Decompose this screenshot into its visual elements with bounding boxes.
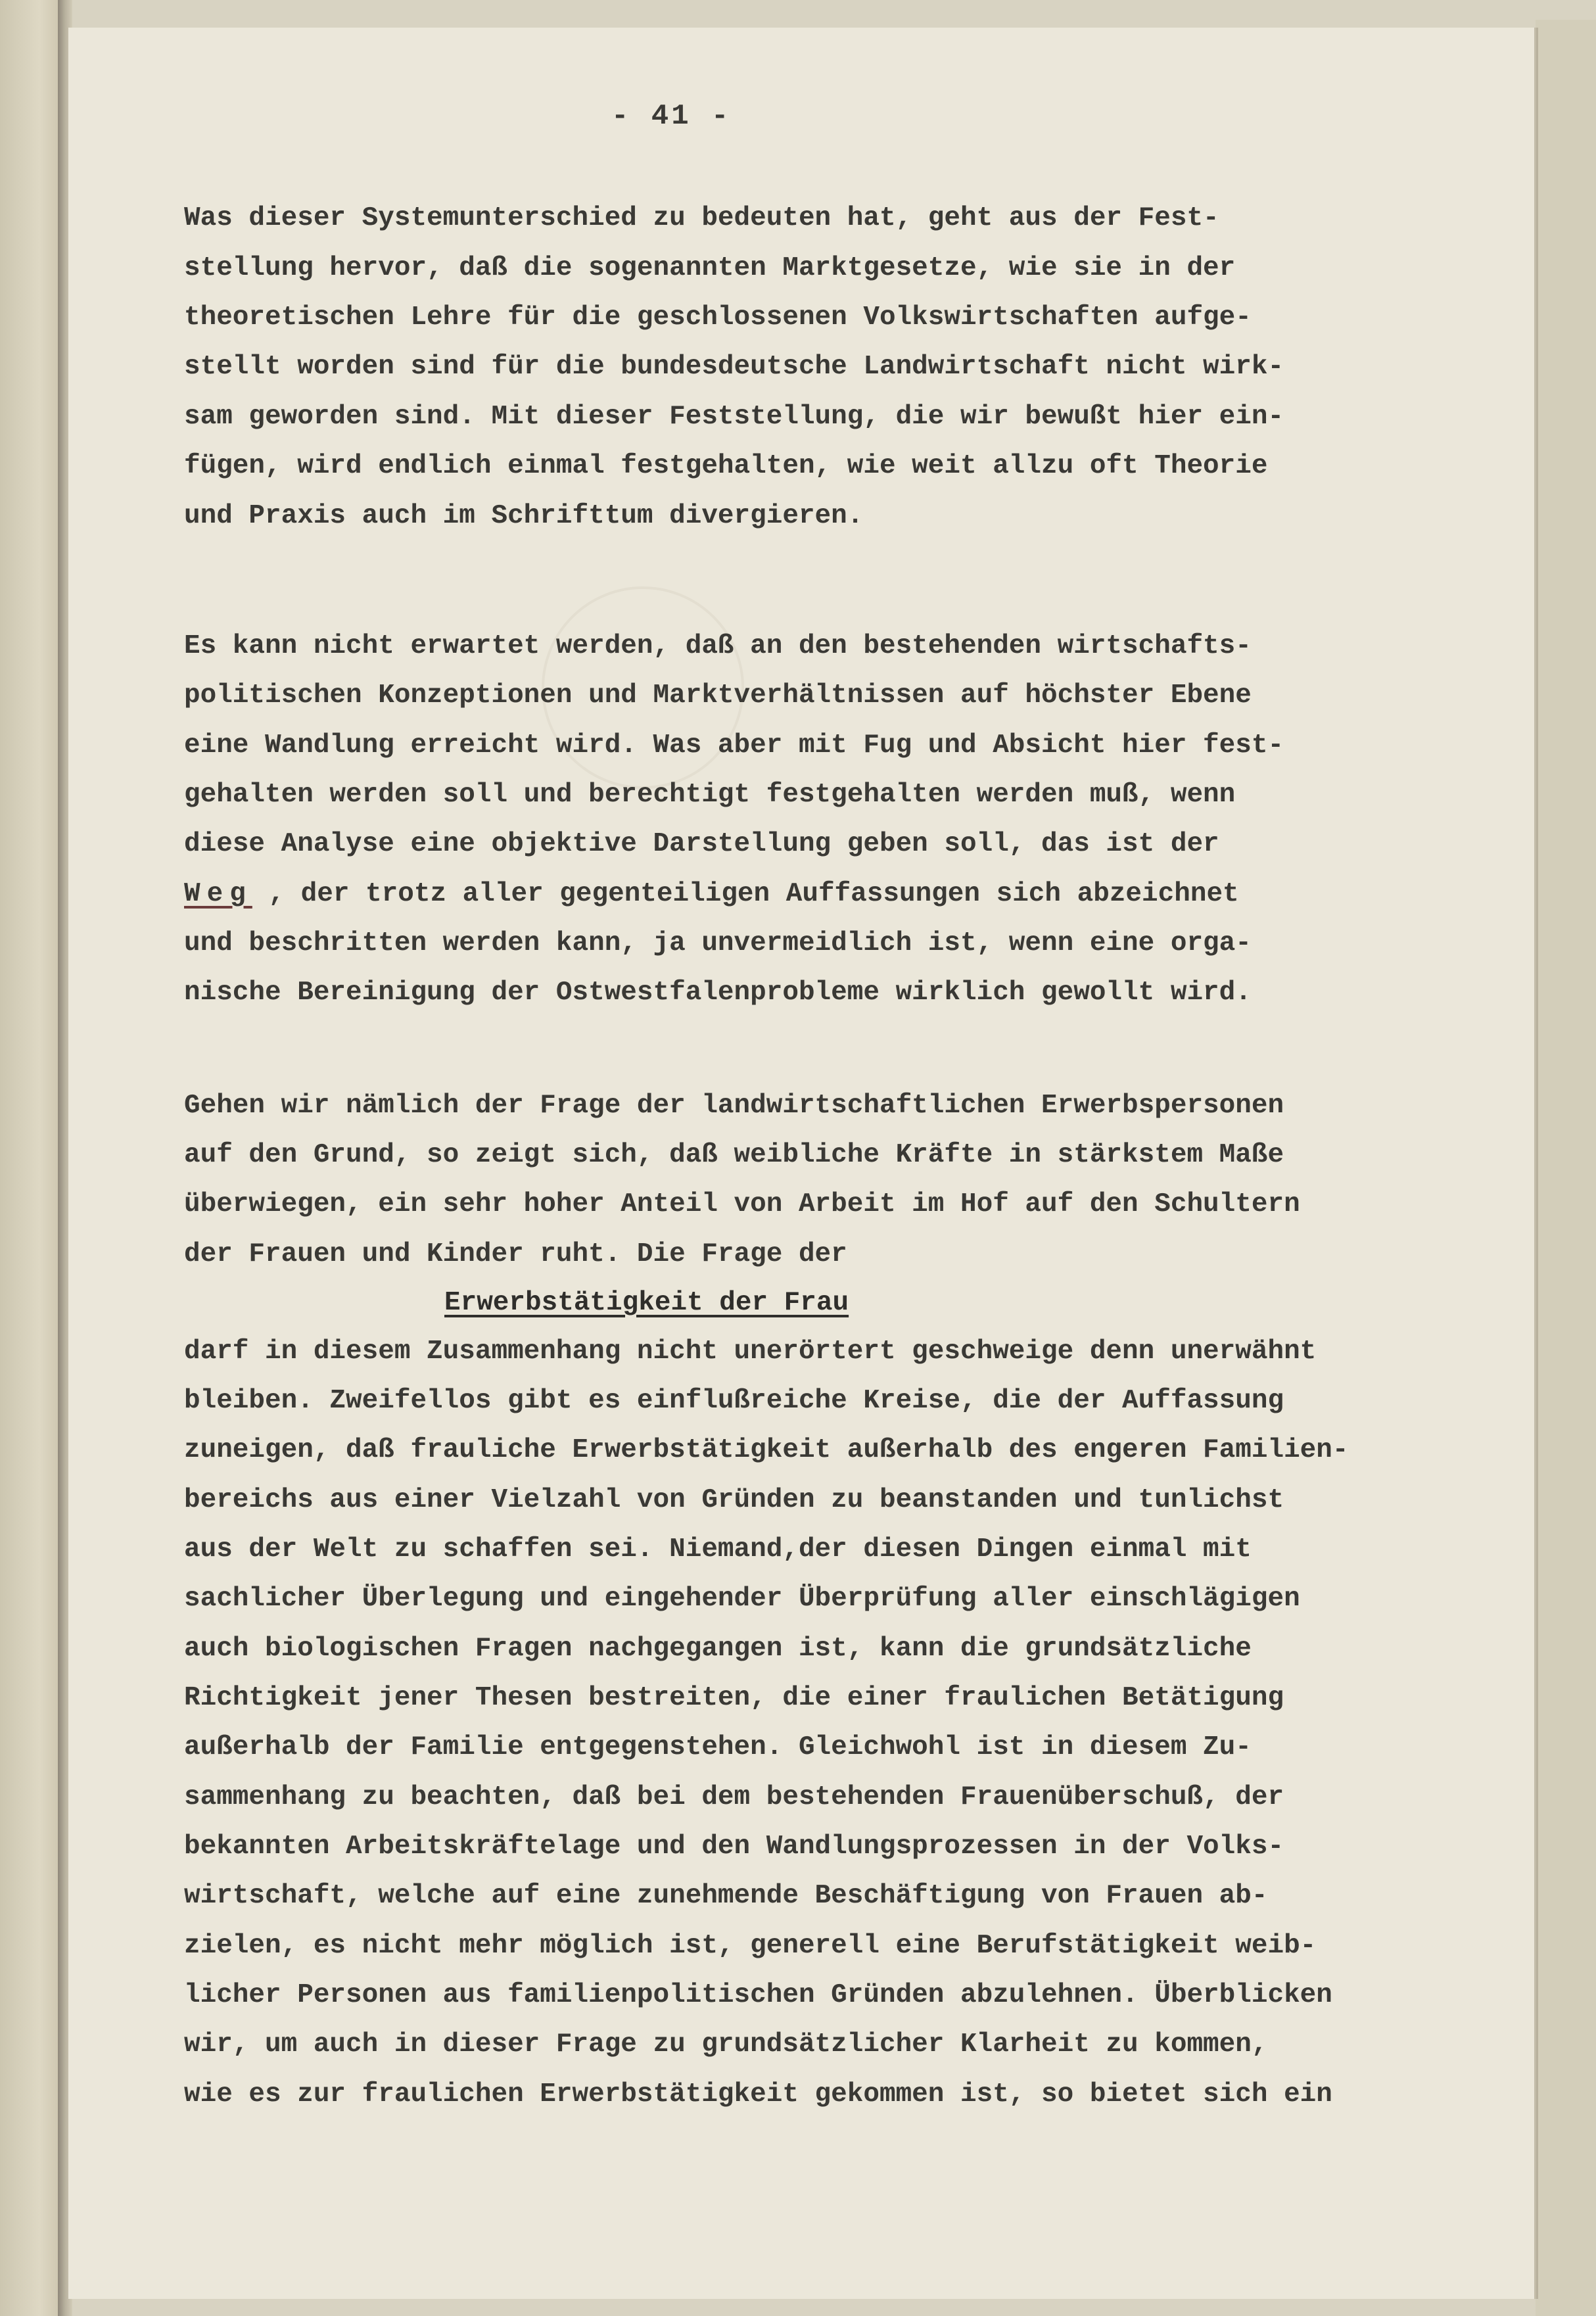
text-line: sachlicher Überlegung und eingehender Überprüfung aller einschlägigen [184, 1584, 1300, 1614]
text-line: Was dieser Systemunterschied zu bedeuten hat, geht aus der Fest- [184, 203, 1219, 233]
text-line: sammenhang zu beachten, daß bei dem bestehenden Frauenüberschuß, der [184, 1782, 1284, 1812]
text-line: Richtigkeit jener Thesen bestreiten, die einer fraulichen Betätigung [184, 1683, 1284, 1713]
text-line-rest: , der trotz aller gegenteiligen Auffassungen sich abzeichnet [252, 879, 1239, 909]
text-line: auch biologischen Fragen nachgegangen ist, kann die grundsätzliche [184, 1634, 1252, 1664]
text-line: und Praxis auch im Schrifttum divergieren. [184, 501, 864, 531]
text-line: auf den Grund, so zeigt sich, daß weibliche Kräfte in stärkstem Maße [184, 1140, 1284, 1170]
text-line: zuneigen, daß frauliche Erwerbstätigkeit außerhalb des engeren Familien- [184, 1435, 1349, 1465]
text-line: bereichs aus einer Vielzahl von Gründen zu beanstanden und tunlichst [184, 1485, 1284, 1515]
page-number: - 41 - [611, 100, 732, 133]
text-line: der Frauen und Kinder ruht. Die Frage der [184, 1239, 847, 1269]
text-line: gehalten werden soll und berechtigt festgehalten werden muß, wenn [184, 780, 1236, 810]
previous-page-edge [0, 0, 66, 2316]
text-line: Gehen wir nämlich der Frage der landwirtschaftlichen Erwerbspersonen [184, 1091, 1284, 1121]
text-line: licher Personen aus familienpolitischen Gründen abzulehnen. Überblicken [184, 1980, 1332, 2010]
text-line: bleiben. Zweifellos gibt es einflußreiche Kreise, die der Auffassung [184, 1386, 1284, 1416]
text-line: außerhalb der Familie entgegenstehen. Gleichwohl ist in diesem Zu- [184, 1732, 1252, 1762]
text-line: zielen, es nicht mehr möglich ist, generell eine Berufstätigkeit weib- [184, 1931, 1317, 1961]
text-line: sam geworden sind. Mit dieser Feststellung, die wir bewußt hier ein- [184, 402, 1284, 432]
text-line-weg [184, 881, 1239, 908]
text-line: theoretischen Lehre für die geschlossenen Volkswirtschaften aufge- [184, 302, 1252, 333]
text-line: wir, um auch in dieser Frage zu grundsätzlicher Klarheit zu kommen, [184, 2029, 1268, 2060]
text-line: aus der Welt zu schaffen sei. Niemand,der diesen Dingen einmal mit [184, 1534, 1252, 1565]
text-line: überwiegen, ein sehr hoher Anteil von Arbeit im Hof auf den Schultern [184, 1189, 1300, 1219]
text-line: bekannten Arbeitskräftelage und den Wandlungsprozessen in der Volks- [184, 1832, 1284, 1862]
text-line: stellung hervor, daß die sogenannten Marktgesetze, wie sie in der [184, 253, 1236, 283]
text-line: darf in diesem Zusammenhang nicht unerörtert geschweige denn unerwähnt [184, 1336, 1317, 1367]
emphasized-word-weg: Weg [184, 879, 252, 909]
text-line: fügen, wird endlich einmal festgehalten, wie weit allzu oft Theorie [184, 451, 1268, 481]
scan-background [1536, 20, 1596, 2316]
text-line: politischen Konzeptionen und Marktverhältnissen auf höchster Ebene [184, 680, 1252, 711]
text-line: diese Analyse eine objektive Darstellung geben soll, das ist der [184, 829, 1219, 859]
text-line: und beschritten werden kann, ja unvermeidlich ist, wenn eine orga- [184, 928, 1252, 958]
text-line: nische Bereinigung der Ostwestfalenprobleme wirklich gewollt wird. [184, 978, 1252, 1008]
text-line: wie es zur fraulichen Erwerbstätigkeit gekommen ist, so bietet sich ein [184, 2079, 1332, 2110]
text-line: wirtschaft, welche auf eine zunehmende Beschäftigung von Frauen ab- [184, 1881, 1268, 1911]
text-line: eine Wandlung erreicht wird. Was aber mit Fug und Absicht hier fest- [184, 730, 1284, 761]
text-line: Es kann nicht erwartet werden, daß an den bestehenden wirtschafts- [184, 631, 1252, 661]
text-line: stellt worden sind für die bundesdeutsche Landwirtschaft nicht wirk- [184, 352, 1284, 382]
section-heading: Erwerbstätigkeit der Frau [444, 1288, 849, 1318]
